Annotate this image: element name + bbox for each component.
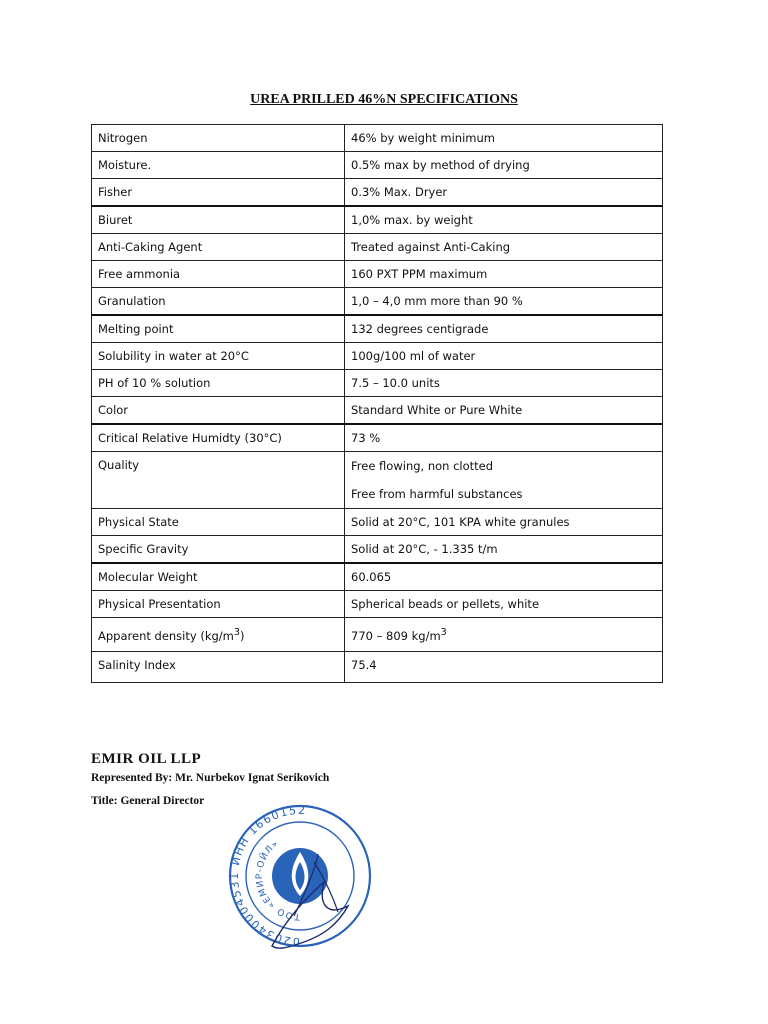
spec-value: 1,0% max. by weight	[345, 206, 663, 234]
table-row	[92, 452, 663, 509]
spec-value	[345, 452, 663, 509]
spec-name: Fisher	[92, 179, 345, 207]
spec-name: Critical Relative Humidty (30°C)	[92, 424, 345, 452]
spec-name: Anti-Caking Agent	[92, 234, 345, 261]
table-row	[92, 509, 663, 536]
spec-value: 7.5 – 10.0 units	[345, 370, 663, 397]
spec-name: PH of 10 % solution	[92, 370, 345, 397]
spec-name: Apparent density $(kg/m^3)$	[92, 618, 345, 652]
spec-name: Melting point	[92, 315, 345, 343]
spec-value: 0.3% Max. Dryer	[345, 179, 663, 207]
table-row	[92, 563, 663, 591]
stamp-inner-text: ТОО «ЕМИР-ОЙЛ»	[255, 838, 301, 922]
spec-value: 60.065	[345, 563, 663, 591]
spec-name: Nitrogen	[92, 125, 345, 152]
spec-value: Solid at 20°C, 101 KPA white granules	[345, 509, 663, 536]
spec-name: Solubility in water at 20°C	[92, 343, 345, 370]
table-row	[92, 261, 663, 288]
spec-name: Moisture.	[92, 152, 345, 179]
table-row	[92, 125, 663, 152]
table-row	[92, 536, 663, 564]
spec-value: 132 degrees centigrade	[345, 315, 663, 343]
spec-name: Specific Gravity	[92, 536, 345, 564]
spec-value-line: Free flowing, non clotted	[351, 459, 494, 473]
spec-value: 1,0 – 4,0 mm more than 90 %	[345, 288, 663, 316]
spec-value-line: Free from harmful substances	[351, 487, 523, 501]
spec-name: Granulation	[92, 288, 345, 316]
signer-title: Title: General Director	[91, 795, 205, 807]
spec-value: 770 – 809 $kg/m^3$	[345, 618, 663, 652]
table-row	[92, 288, 663, 316]
table-row	[92, 618, 663, 652]
spec-value: 100g/100 ml of water	[345, 343, 663, 370]
spec-value: Spherical beads or pellets, white	[345, 591, 663, 618]
spec-name: Physical State	[92, 509, 345, 536]
spec-name: Color	[92, 397, 345, 425]
spec-value: 73 %	[345, 424, 663, 452]
represented-by: Represented By: Mr. Nurbekov Ignat Serikovich	[91, 772, 330, 784]
table-row	[92, 651, 663, 682]
spec-table	[91, 124, 663, 683]
table-row	[92, 424, 663, 452]
document-title: UREA PRILLED 46%N SPECIFICATIONS	[250, 92, 518, 107]
stamp-ring-text: 020340004531 ИНН 1660152	[228, 803, 307, 949]
spec-name: Free ammonia	[92, 261, 345, 288]
company-stamp-icon	[228, 796, 378, 956]
table-row	[92, 315, 663, 343]
spec-value: Standard White or Pure White	[345, 397, 663, 425]
spec-value: 75.4	[345, 651, 663, 682]
spec-name: Biuret	[92, 206, 345, 234]
spec-name: Salinity Index	[92, 651, 345, 682]
spec-value: 0.5% max by method of drying	[345, 152, 663, 179]
table-row	[92, 179, 663, 207]
table-row	[92, 343, 663, 370]
table-row	[92, 234, 663, 261]
spec-value: Treated against Anti-Caking	[345, 234, 663, 261]
spec-value: 46% by weight minimum	[345, 125, 663, 152]
spec-value: 160 PXT PPM maximum	[345, 261, 663, 288]
company-name: EMIR OIL LLP	[91, 751, 202, 767]
spec-name: Quality	[92, 452, 345, 509]
spec-value: Solid at 20°C, - 1.335 t/m	[345, 536, 663, 564]
spec-name: Physical Presentation	[92, 591, 345, 618]
spec-name: Molecular Weight	[92, 563, 345, 591]
table-row	[92, 370, 663, 397]
table-row	[92, 152, 663, 179]
table-row	[92, 206, 663, 234]
table-row	[92, 397, 663, 425]
table-row	[92, 591, 663, 618]
